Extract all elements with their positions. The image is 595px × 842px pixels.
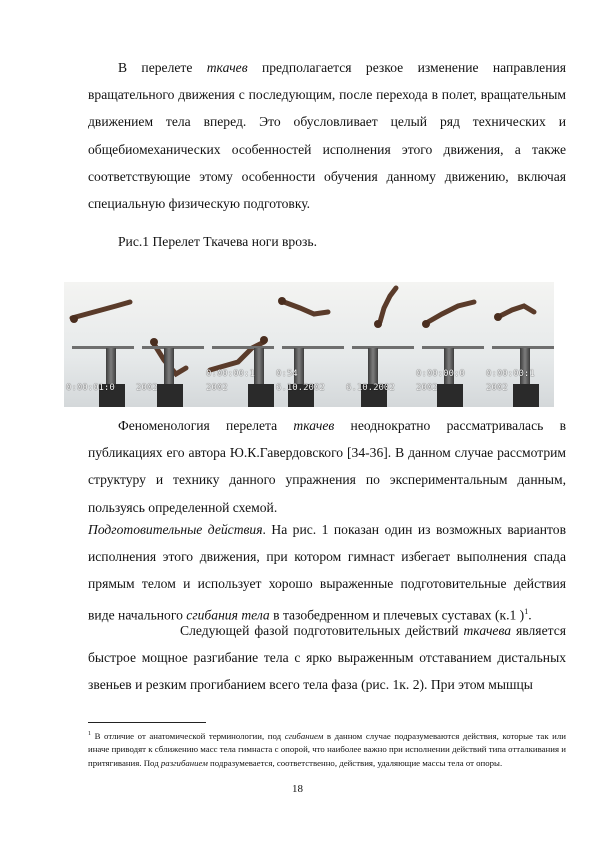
frame-timestamp: 0:00:01:0 <box>66 383 115 393</box>
photo-frame-7 <box>484 282 554 407</box>
frame-date: 2002 <box>416 383 438 393</box>
bar-base <box>248 384 274 407</box>
footnote-divider <box>88 722 206 723</box>
frame-date: 2002 <box>486 383 508 393</box>
photo-frame-4 <box>274 282 345 407</box>
bar-post <box>106 348 116 388</box>
frame-date: 2002 <box>136 383 158 393</box>
frame-timestamp: 0:00:00:1 <box>486 369 535 379</box>
text-run: Феноменология перелета <box>118 418 294 433</box>
photo-frame-2 <box>134 282 205 407</box>
bar-base <box>157 384 183 407</box>
photo-frame-6 <box>414 282 485 407</box>
photo-frame-5 <box>344 282 415 407</box>
frame-timestamp: 0:00:00:0 <box>416 369 465 379</box>
photo-frame-3 <box>204 282 275 407</box>
italic-term: ткачева <box>463 623 512 638</box>
high-bar <box>352 346 414 349</box>
high-bar <box>72 346 134 349</box>
italic-term: ткачев <box>206 60 248 75</box>
text-run: неоднократно рассматривалась в публикациях его автора Ю.К.Гавердовского [34-36]. В данном случае рассмотрим структуру и технику данного упражнения по экспериментальным данным, пользуясь определенной схемой. <box>88 418 566 515</box>
high-bar <box>282 346 344 349</box>
figure-caption: Рис.1 Перелет Ткачева ноги врозь. <box>118 234 317 249</box>
italic-term: сгибанием <box>284 730 324 741</box>
text-run: В перелете <box>118 60 207 75</box>
text-run: предполагается резкое изменение направления вращательного движения с последующим, после перехода в полет, вращательным движением тела вперед. Это обусловливает целый ряд технических и общебиомеханических особенностей исполнения этого движения, а также соответствующие этому особенности обучения данному движению, включая специальную физическую подготовку. <box>88 60 567 212</box>
frame-date: 6.10.2002 <box>276 383 325 393</box>
bar-post <box>520 348 530 388</box>
text-run: . <box>528 607 532 623</box>
bar-post <box>294 348 304 388</box>
italic-term: ткачев <box>293 418 335 433</box>
high-bar <box>212 346 274 349</box>
text-run: в данном случае подразумеваются действия, которые так или иначе приводят к сближению масс тела гимнаста с опорой, что наиболее важно при исполнении действий типа отталкивания и притягивания. Под <box>88 730 566 768</box>
frame-timestamp: 0:54 <box>276 369 298 379</box>
text-run: в тазобедренном и плечевых суставах (к.1 ) <box>269 607 525 623</box>
paragraph-tkachev-intro <box>88 54 566 217</box>
footnote-number: 1 <box>88 731 91 737</box>
bar-post <box>164 348 174 388</box>
footnote-ref[interactable]: 1 <box>524 606 529 616</box>
bar-post <box>368 348 378 388</box>
paragraph-phenomenology <box>88 412 566 521</box>
italic-heading: Подготовительные действия <box>88 522 263 537</box>
italic-term: разгибанием <box>160 757 208 768</box>
page-number: 18 <box>292 783 303 795</box>
bar-base <box>437 384 463 407</box>
text-run: является быстрое мощное разгибание тела с ярко выраженным отставанием дистальных звеньев и резким прогибанием всего тела фаза (рис. 1к. 2). При этом мышцы <box>88 623 566 693</box>
text-run: В отличие от анатомической терминологии, под <box>91 730 285 741</box>
photo-frame-1 <box>64 282 135 407</box>
bar-post <box>254 348 264 388</box>
paragraph-preparatory-actions <box>88 516 566 628</box>
text-run: Следующей фазой подготовительных действий <box>180 623 464 638</box>
bar-post <box>444 348 454 388</box>
text-run: . На рис. 1 показан один из возможных вариантов исполнения этого движения, при котором гимнаст избегает выполнения спада прямым телом и использует хорошо выраженные подготовительные действия виде начального <box>88 522 566 623</box>
paragraph-next-phase <box>88 617 566 699</box>
figure-photo-sequence <box>64 282 554 407</box>
frame-date: 2002 <box>206 383 228 393</box>
bar-base <box>513 384 539 407</box>
italic-term: сгибания тела <box>186 607 270 623</box>
frame-timestamp: 0:00:00:1 <box>206 369 255 379</box>
footnote <box>88 728 566 770</box>
text-run: подразумевается, соответственно, действия, удаляющие массы тела от опоры. <box>207 757 503 768</box>
frame-date: 6.10.2002 <box>346 383 395 393</box>
